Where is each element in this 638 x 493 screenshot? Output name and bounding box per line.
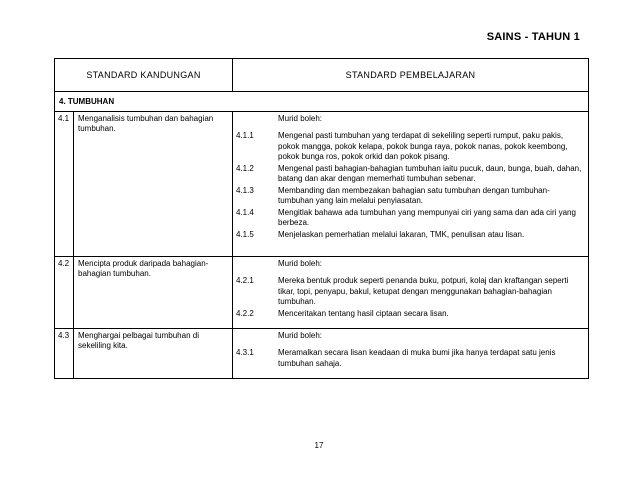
table-header-row <box>55 59 589 92</box>
standard-number: 4.2 <box>55 256 74 328</box>
learning-item-text: Mengenal pasti tumbuhan yang terdapat di sekeliling seperti rumput, paku pakis, pokok mangga, pokok kelapa, pokok bunga raya, pokok nanas, pokok keembong, pokok bunga ros, pokok orkid dan pokok pisang. <box>278 131 568 161</box>
learning-item-number: 4.1.3 <box>236 185 254 195</box>
standard-number: 4.1 <box>55 111 74 256</box>
learning-item <box>236 164 582 185</box>
learning-item <box>236 208 582 229</box>
learning-item-number: 4.1.2 <box>236 163 254 173</box>
learning-item-number: 4.1.5 <box>236 229 254 239</box>
standard-description: Menganalisis tumbuhan dan bahagian tumbuhan. <box>74 111 233 256</box>
learning-item-number: 4.1.1 <box>236 131 254 140</box>
learning-item-text: Mengitlak bahawa ada tumbuhan yang mempunyai ciri yang sama dan ada ciri yang berbeza. <box>278 207 576 227</box>
standard-description: Mencipta produk daripada bahagian-bahagian tumbuhan. <box>74 256 233 328</box>
learning-item <box>236 230 582 241</box>
column-header-kandungan: STANDARD KANDUNGAN <box>55 59 233 92</box>
section-row <box>55 92 589 112</box>
learning-item-text: Meramalkan secara lisan keadaan di muka bumi jika hanya terdapat satu jenis tumbuhan sahaja. <box>278 348 556 368</box>
learning-item-text: Menjelaskan pemerhatian melalui lakaran, TMK, penulisan atau lisan. <box>278 229 525 239</box>
learning-item-text: Mengenal pasti bahagian-bahagian tumbuhan iaitu pucuk, daun, bunga, buah, dahan, batang dan akar dengan memerhati tumbuhan sebenar. <box>278 163 582 183</box>
table-row <box>55 328 589 378</box>
learning-item-text: Menceritakan tentang hasil ciptaan secara lisan. <box>278 308 449 318</box>
learning-item-number: 4.3.1 <box>236 348 254 357</box>
learning-item-number: 4.1.4 <box>236 207 254 217</box>
learning-item <box>236 309 582 320</box>
murid-boleh-label: Murid boleh: <box>278 258 323 268</box>
learning-standards <box>233 111 589 256</box>
learning-item <box>236 131 582 163</box>
learning-item <box>236 186 582 207</box>
learning-standards <box>233 328 589 378</box>
learning-standards <box>233 256 589 328</box>
table-row <box>55 256 589 328</box>
learning-item-number: 4.2.2 <box>236 308 254 318</box>
learning-item-text: Membanding dan membezakan bahagian satu tumbuhan dengan tumbuhan-tumbuhan yang lain melalui penyiasatan. <box>278 185 550 205</box>
learning-item-number: 4.2.1 <box>236 276 254 285</box>
learning-item <box>236 348 582 369</box>
table-row <box>55 111 589 256</box>
standards-table <box>54 58 589 379</box>
learning-item-text: Mereka bentuk produk seperti penanda buku, potpuri, kolaj dan kraftangan seperti tikar, topi, penyapu, bakul, ketupat dengan menggunakan bahagian-bahagian tumbuhan. <box>278 276 569 306</box>
murid-boleh-label: Murid boleh: <box>278 113 323 123</box>
murid-boleh-label: Murid boleh: <box>278 330 323 340</box>
column-header-pembelajaran: STANDARD PEMBELAJARAN <box>233 59 589 92</box>
page-number: 17 <box>314 441 324 450</box>
standard-description: Menghargai pelbagai tumbuhan di sekeliling kita. <box>74 328 233 378</box>
standard-number: 4.3 <box>55 328 74 378</box>
document-header-title: SAINS - TAHUN 1 <box>486 31 580 43</box>
section-title: 4. TUMBUHAN <box>55 92 589 112</box>
learning-item <box>236 276 582 308</box>
